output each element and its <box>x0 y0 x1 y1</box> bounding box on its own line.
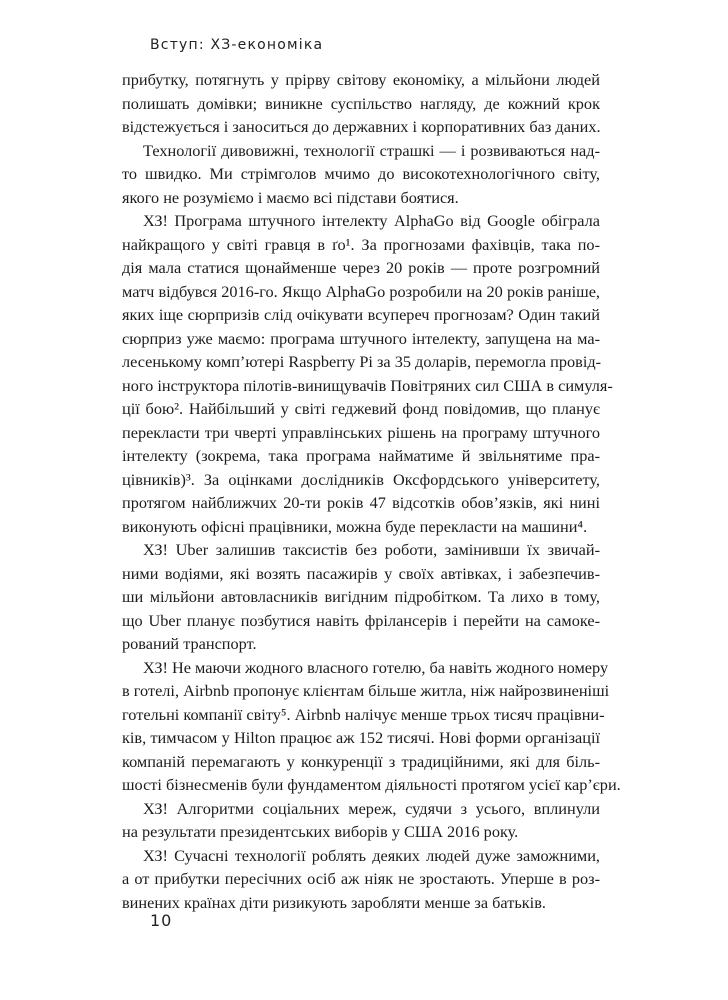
text-line: то швидко. Ми стрімголов мчимо до високотехнологічного світу, <box>122 164 600 183</box>
text-line: шості бізнесменів були фундаментом діяльності протягом усієї кар’єри. <box>122 775 621 794</box>
text-line: матч відбувся 2016-го. Якщо AlphaGo розробили на 20 років раніше, <box>122 281 600 301</box>
text-line: що Uber планує позбутися навіть фрілансерів і перейти на самоке- <box>122 610 600 630</box>
paragraph <box>122 139 600 210</box>
text-line: компаній перемагають у конкуренції з традиційними, які для біль- <box>122 751 600 771</box>
text-line: якого не розуміємо і маємо всі підстави боятися. <box>122 187 459 207</box>
text-line: ків, тимчасом у Hilton працює аж 152 тисячі. Нові форми організації <box>122 728 600 747</box>
page-number: 10 <box>150 911 173 930</box>
text-line: винених країнах діти ризикують заробляти менше за батьків. <box>122 892 546 912</box>
text-line: ними водіями, які возять пасажирів у своїх автівках, і забезпечив- <box>122 563 600 583</box>
text-line: а от прибутки пересічних осіб аж ніяк не зростають. Уперше в роз- <box>122 869 600 888</box>
text-line: перекласти три чверті управлінських рішень на програму штучного <box>122 422 600 442</box>
text-line: ХЗ! Алгоритми соціальних мереж, судячи з усього, вплинули <box>143 798 600 818</box>
text-line: ХЗ! Сучасні технології роблять деяких людей дуже заможними, <box>143 845 600 865</box>
text-line: готельні компанії світу⁵. Airbnb налічує менше трьох тисяч працівни- <box>122 704 605 724</box>
paragraph <box>122 797 600 844</box>
text-line: цівників)³. За оцінками дослідників Оксфордського університету, <box>122 469 600 489</box>
text-line: ного інструктора пілотів-винищувачів Повітряних сил США в симуля- <box>122 375 613 395</box>
text-line: виконують офісні працівники, можна буде перекласти на машини⁴. <box>122 516 588 536</box>
text-line: рований транспорт. <box>122 634 257 653</box>
text-line: прибутку, потягнуть у прірву світову економіку, а мільйони людей <box>122 70 600 89</box>
text-line: відстежується і заноситься до державних і корпоративних баз даних. <box>122 117 601 136</box>
paragraph <box>122 209 613 538</box>
text-line: яких іще сюрпризів слід очікувати всупереч прогнозам? Один такий <box>122 305 600 324</box>
text-line: інтелекту (зокрема, така програма найматиме й звільнятиме пра- <box>122 446 600 465</box>
text-line: полишать домівки; виникне суспільство нагляду, де кожний крок <box>122 93 600 113</box>
text-line: ХЗ! Не маючи жодного власного готелю, ба навіть жодного номеру <box>143 657 609 677</box>
paragraph <box>122 538 600 656</box>
text-line: найкращого у світі гравця в ґо¹. За прогнозами фахівців, така по- <box>122 234 600 254</box>
text-line: лесенькому комп’ютері Raspberry Pi за 35 доларів, перемогла провід- <box>122 352 602 371</box>
text-line: ши мільйони автовласників вигідним підробітком. Та лихо в тому, <box>122 587 600 606</box>
text-line: Технології дивовижні, технології страшкі — і розвиваються над- <box>143 140 600 160</box>
body-text <box>122 68 621 914</box>
text-line: сюрприз уже маємо: програма штучного інтелекту, запущена на ма- <box>122 328 600 348</box>
text-line: протягом найближчих 20-ти років 47 відсотків обов’язків, які нині <box>122 493 600 512</box>
text-line: ції бою². Найбільший у світі геджевий фонд повідомив, що планує <box>122 399 600 418</box>
paragraph <box>122 68 600 139</box>
text-line: ХЗ! Uber залишив таксистів без роботи, замінивши їх звичай- <box>143 540 600 559</box>
paragraph <box>122 844 600 915</box>
text-line: в готелі, Airbnb пропонує клієнтам більше житла, ніж найрозвиненіші <box>122 681 610 700</box>
text-line: дія мала статися щонайменше через 20 років — проте розгромний <box>122 258 600 277</box>
text-line: ХЗ! Програма штучного інтелекту AlphaGo від Google обіграла <box>143 211 600 230</box>
text-line: на результати президентських виборів у США 2016 року. <box>122 822 519 841</box>
paragraph <box>122 656 621 797</box>
running-head: Вступ: ХЗ-економіка <box>150 37 324 53</box>
